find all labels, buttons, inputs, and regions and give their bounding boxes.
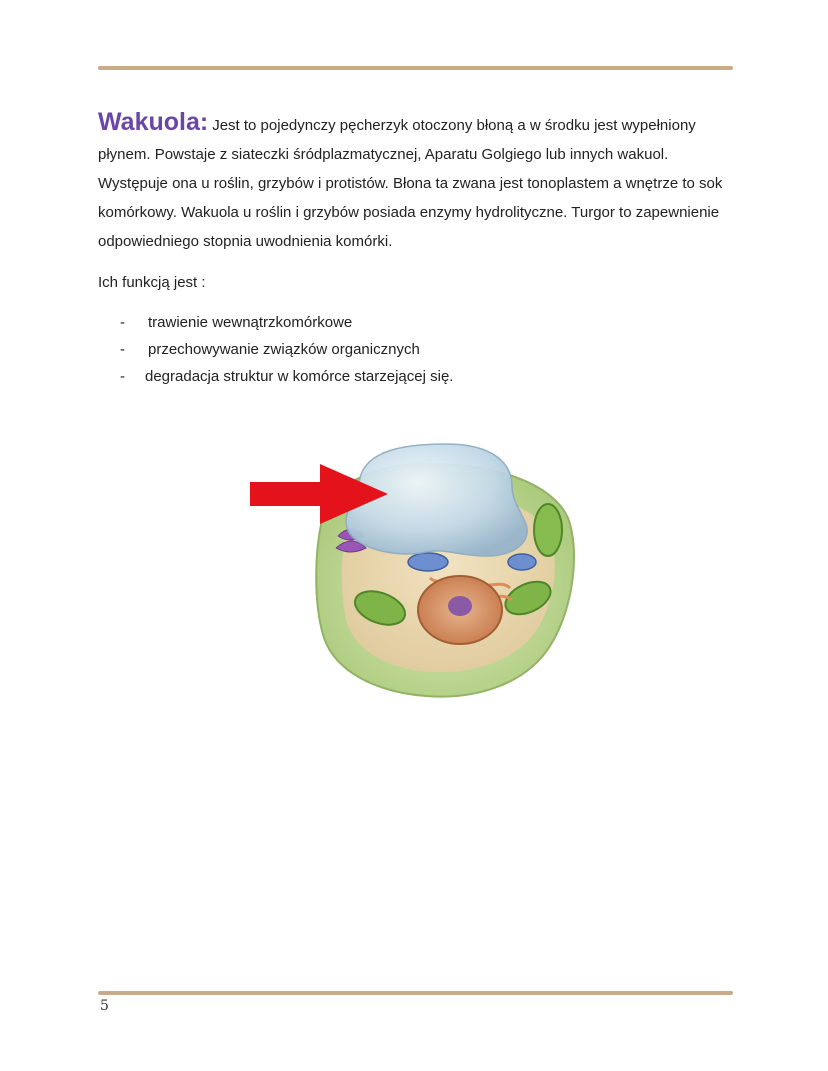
list-item: - trawienie wewnątrzkomórkowe <box>98 309 738 336</box>
dash-bullet: - <box>120 368 125 385</box>
mitochondrion-shape <box>408 553 448 571</box>
plant-cell-figure <box>250 438 585 700</box>
list-item: - degradacja struktur w komórce starzejącej się. <box>98 363 738 390</box>
nucleolus-shape <box>448 596 472 616</box>
paragraph-text: Jest to pojedynczy pęcherzyk otoczony błoną a w środku jest wypełniony płynem. Powstaje z siateczki śródplazmatycznej, Aparatu Golgiego lub innych wakuol. Występuje ona u roślin, grzybów i protistów. Błona ta zwana jest tonoplastem a wnętrze to sok komórkowy. Wakuola u roślin i grzybów posiada enzymy hydrolityczne. Turgor to zapewnienie odpowiedniego stopnia uwodnienia komórki. <box>98 117 723 250</box>
top-divider <box>98 66 733 70</box>
list-item: - przechowywanie związków organicznych <box>98 336 738 363</box>
page-number: 5 <box>100 998 109 1014</box>
dash-bullet: - <box>120 314 125 331</box>
plant-cell-illustration-icon <box>250 438 585 700</box>
wakuola-paragraph <box>98 108 738 256</box>
chloroplast-shape <box>534 504 562 556</box>
functions-intro: Ich funkcją jest : <box>98 274 206 291</box>
dash-bullet: - <box>120 341 125 358</box>
document-body <box>98 108 738 390</box>
heading-wakuola: Wakuola: <box>98 108 209 136</box>
mitochondrion-shape <box>508 554 536 570</box>
bottom-divider <box>98 991 733 995</box>
functions-list <box>98 309 738 390</box>
